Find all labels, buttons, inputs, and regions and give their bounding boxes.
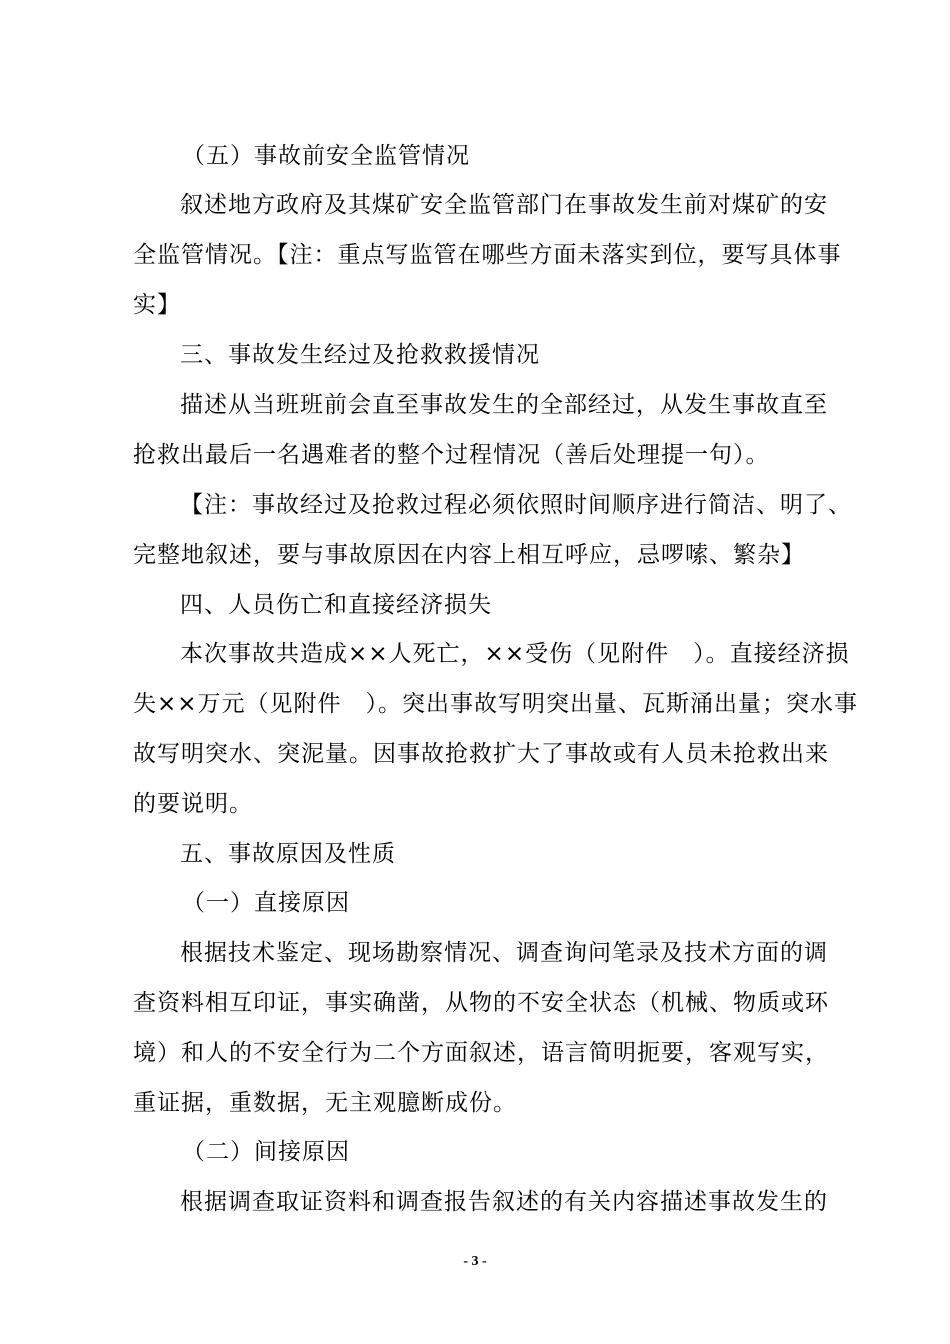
paragraph-line: 的要说明。: [133, 791, 253, 817]
paragraph-line: 根据调查取证资料和调查报告叙述的有关内容描述事故发生的: [180, 1189, 828, 1215]
paragraph-line: 失××万元（见附件 ）。突出事故写明突出量、瓦斯涌出量；突水事: [133, 691, 859, 717]
heading-casualties-losses: 四、人员伤亡和直接经济损失: [180, 592, 492, 618]
paragraph-line: 本次事故共造成××人死亡，××受伤（见附件 ）。直接经济损: [180, 641, 850, 667]
paragraph-line: 境）和人的不安全行为二个方面叙述，语言简明扼要，客观写实，: [133, 1040, 829, 1066]
paragraph-line: 叙述地方政府及其煤矿安全监管部门在事故发生前对煤矿的安: [180, 192, 828, 218]
page-number: - 3 -: [463, 1254, 487, 1269]
heading-cause-nature: 五、事故原因及性质: [180, 841, 396, 867]
paragraph-line: 根据技术鉴定、现场勘察情况、调查询问笔录及技术方面的调: [180, 940, 828, 966]
paragraph-line: 查资料相互印证，事实确凿，从物的不安全状态（机械、物质或环: [133, 990, 829, 1016]
paragraph-line: 重证据，重数据，无主观臆断成份。: [133, 1090, 517, 1116]
note-line: 【注：事故经过及抢救过程必须依照时间顺序进行简洁、明了、: [180, 492, 852, 518]
heading-supervision-before-accident: （五）事故前安全监管情况: [182, 143, 470, 169]
paragraph-line: 全监管情况。【注：重点写监管在哪些方面未落实到位，要写具体事: [133, 242, 842, 268]
heading-accident-process: 三、事故发生经过及抢救救援情况: [180, 342, 540, 368]
heading-direct-cause: （一）直接原因: [182, 890, 350, 916]
paragraph-line: 故写明突水、突泥量。因事故抢救扩大了事故或有人员未抢救出来: [133, 741, 829, 767]
paragraph-line: 实】: [133, 292, 181, 318]
heading-indirect-cause: （二）间接原因: [182, 1139, 350, 1165]
note-line: 完整地叙述，要与事故原因在内容上相互呼应，忌啰嗦、繁杂】: [133, 542, 805, 568]
paragraph-line: 描述从当班班前会直至事故发生的全部经过，从发生事故直至: [180, 392, 828, 418]
paragraph-line: 抢救出最后一名遇难者的整个过程情况（善后处理提一句）。: [133, 442, 770, 468]
